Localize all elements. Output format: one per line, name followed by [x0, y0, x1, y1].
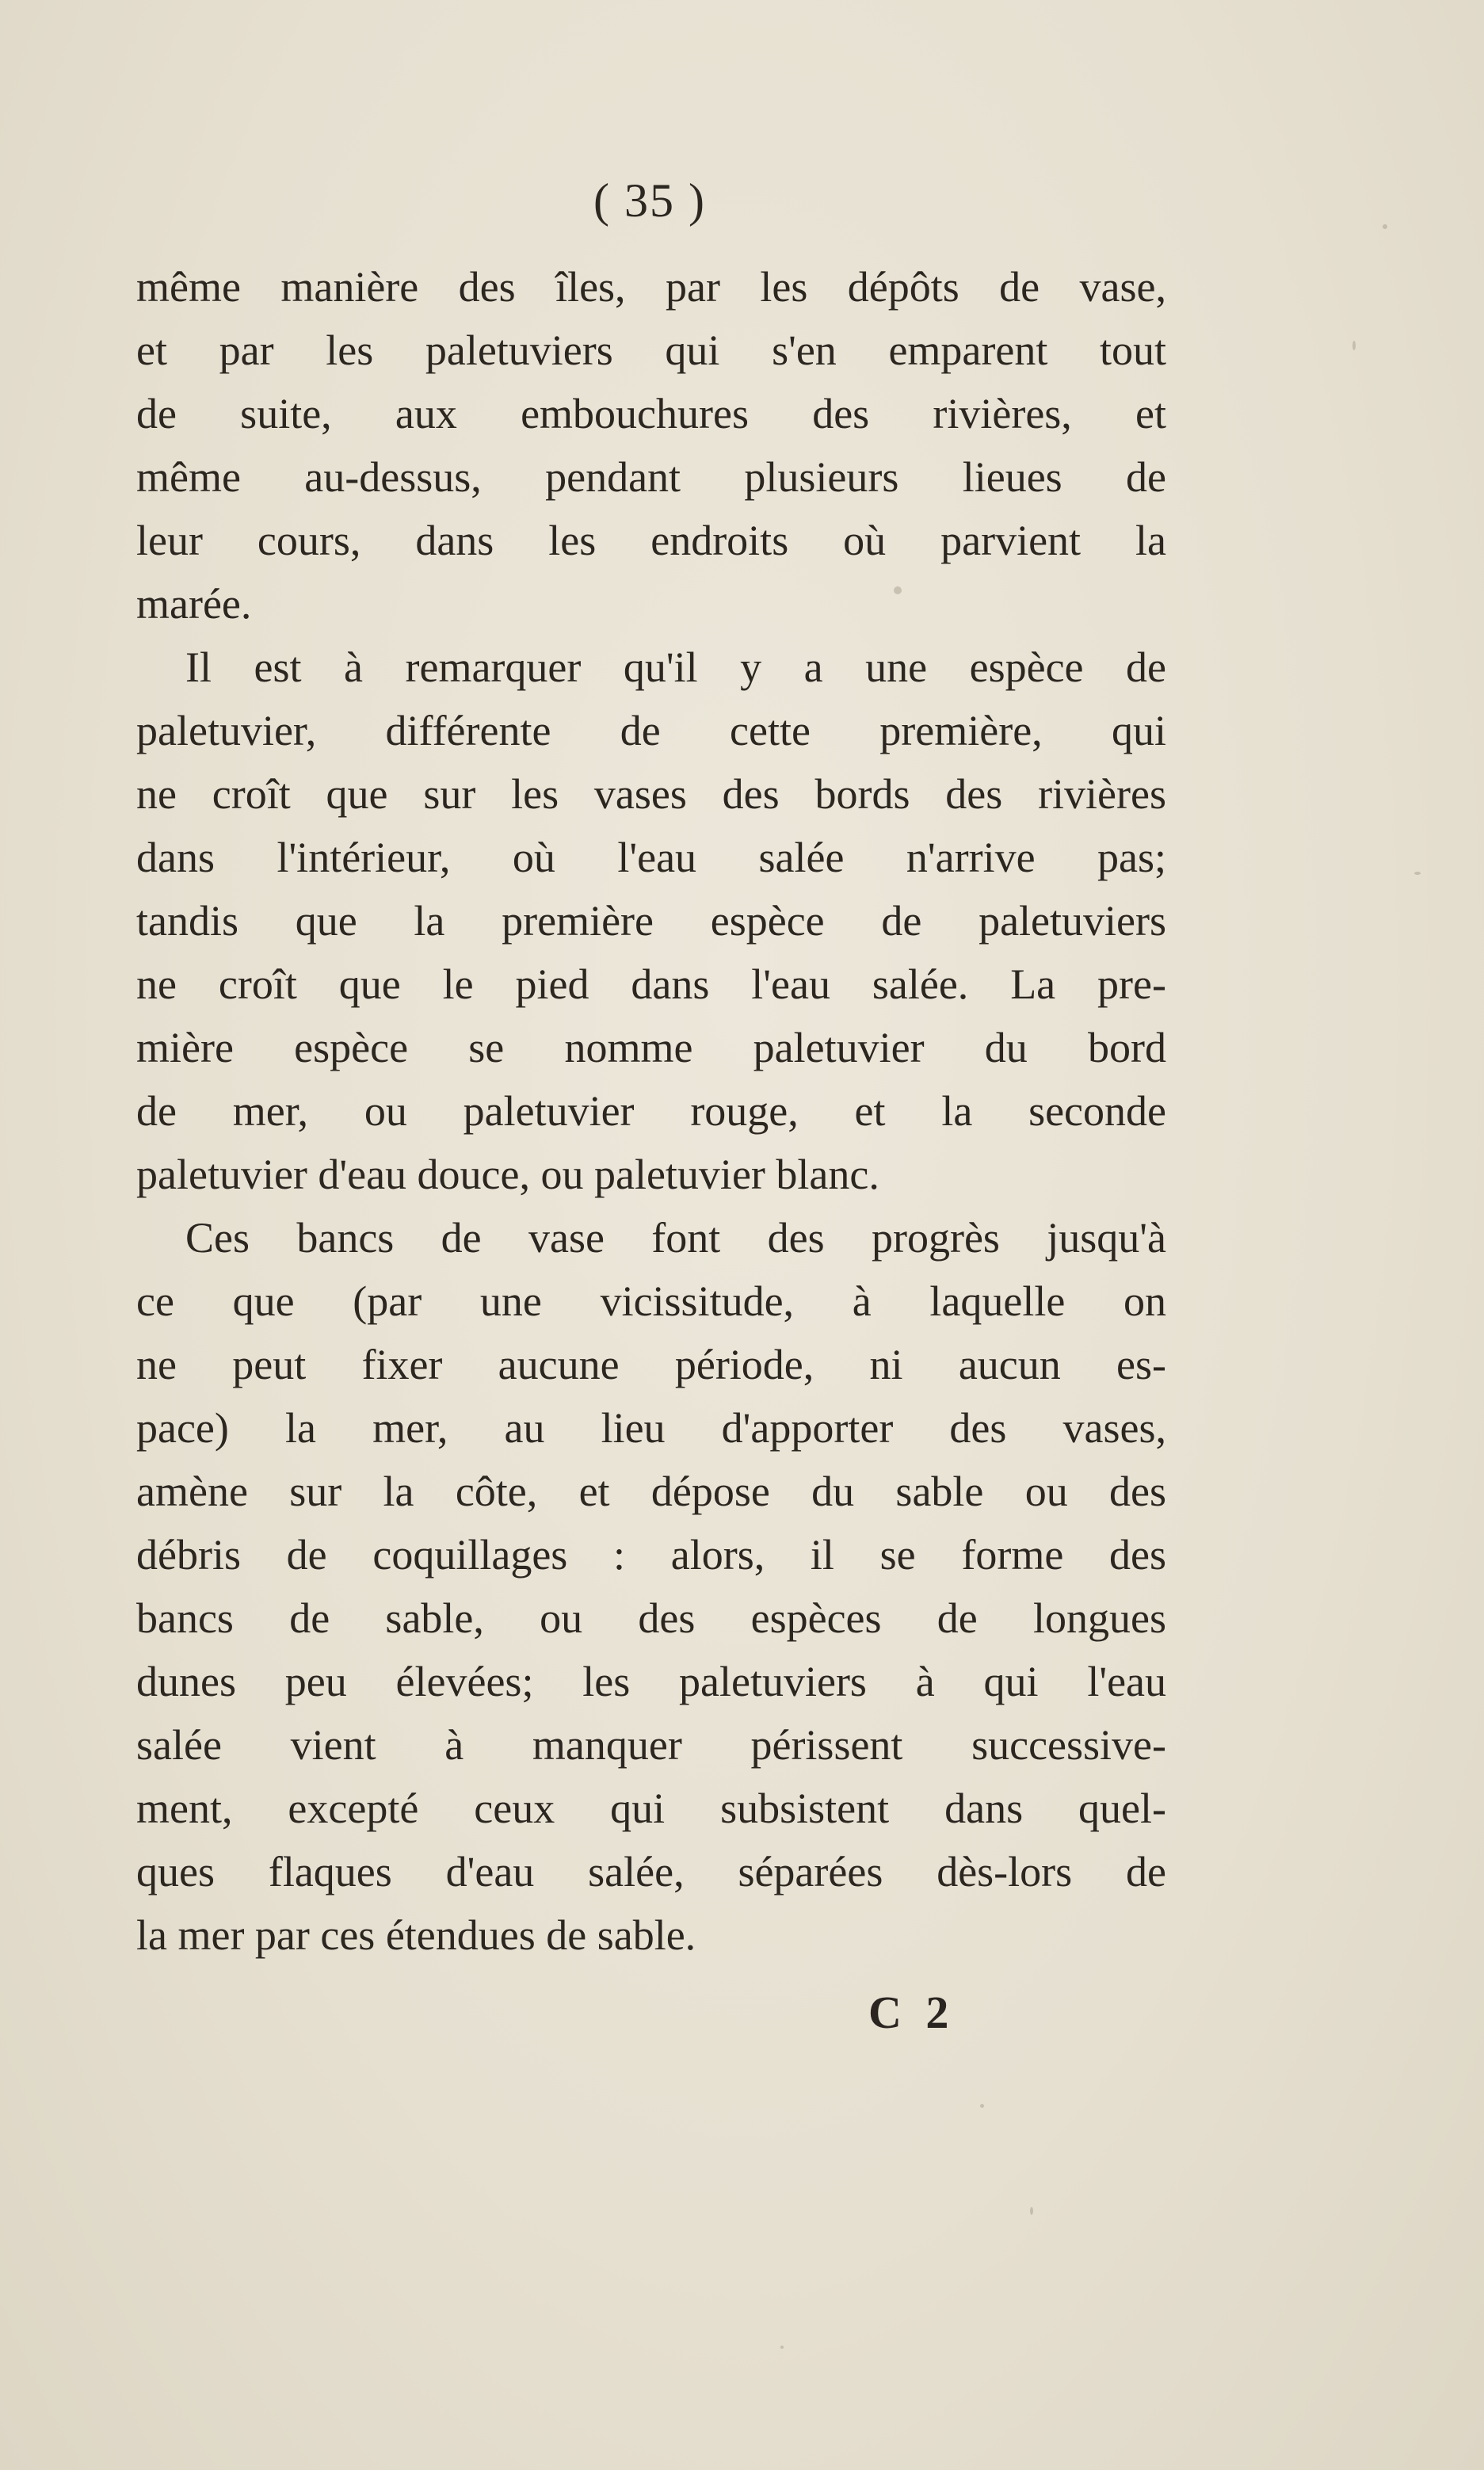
text-line: ne croît que sur les vases des bords des rivières: [136, 770, 1166, 818]
text-line: de suite, aux embouchures des rivières, et: [136, 390, 1166, 437]
text-line: pace) la mer, au lieu d'apporter des vases,: [136, 1404, 1166, 1452]
paper-speck: [1352, 341, 1356, 350]
text-line: ce que (par une vicissitude, à laquelle on: [136, 1277, 1166, 1325]
page-number: ( 35 ): [593, 174, 706, 227]
text-line: même manière des îles, par les dépôts de vase,: [136, 263, 1166, 311]
text-line: salée vient à manquer périssent successive-: [136, 1721, 1166, 1769]
text-line: ment, excepté ceux qui subsistent dans quel-: [136, 1785, 1166, 1832]
paper-speck: [780, 2346, 784, 2349]
text-line: dans l'intérieur, où l'eau salée n'arrive pas;: [136, 834, 1166, 881]
text-line: tandis que la première espèce de paletuviers: [136, 897, 1166, 945]
text-line: la mer par ces étendues de sable.: [136, 1911, 696, 1959]
signature-mark: C 2: [868, 1987, 956, 2038]
text-line: ques flaques d'eau salée, séparées dès-lors de: [136, 1848, 1166, 1895]
text-line: dunes peu élevées; les paletuviers à qui l'eau: [136, 1658, 1166, 1705]
text-line: débris de coquillages : alors, il se forme des: [136, 1531, 1166, 1579]
paper-speck: [1383, 224, 1387, 229]
text-line: amène sur la côte, et dépose du sable ou des: [136, 1468, 1166, 1515]
paper-speck: [894, 586, 902, 594]
paragraph-start-line: Ces bancs de vase font des progrès jusqu'à: [185, 1214, 1166, 1262]
text-line: ne croît que le pied dans l'eau salée. La pre-: [136, 960, 1166, 1008]
text-line: et par les paletuviers qui s'en emparent tout: [136, 326, 1166, 374]
paper-speck: [1030, 2207, 1033, 2215]
text-line: leur cours, dans les endroits où parvient la: [136, 517, 1166, 564]
paper-speck: [1414, 872, 1421, 875]
text-line: paletuvier d'eau douce, ou paletuvier blanc.: [136, 1151, 879, 1198]
paragraph-start-line: Il est à remarquer qu'il y a une espèce de: [185, 643, 1166, 691]
text-line: mière espèce se nomme paletuvier du bord: [136, 1024, 1166, 1071]
paper-speck: [980, 2104, 984, 2108]
text-line: même au-dessus, pendant plusieurs lieues de: [136, 453, 1166, 501]
text-line: de mer, ou paletuvier rouge, et la seconde: [136, 1087, 1166, 1135]
text-line: bancs de sable, ou des espèces de longues: [136, 1594, 1166, 1642]
text-line: ne peut fixer aucune période, ni aucun es-: [136, 1341, 1166, 1388]
text-line: marée.: [136, 580, 252, 628]
body-text: [136, 255, 1166, 1967]
text-line: paletuvier, différente de cette première, qui: [136, 707, 1166, 754]
